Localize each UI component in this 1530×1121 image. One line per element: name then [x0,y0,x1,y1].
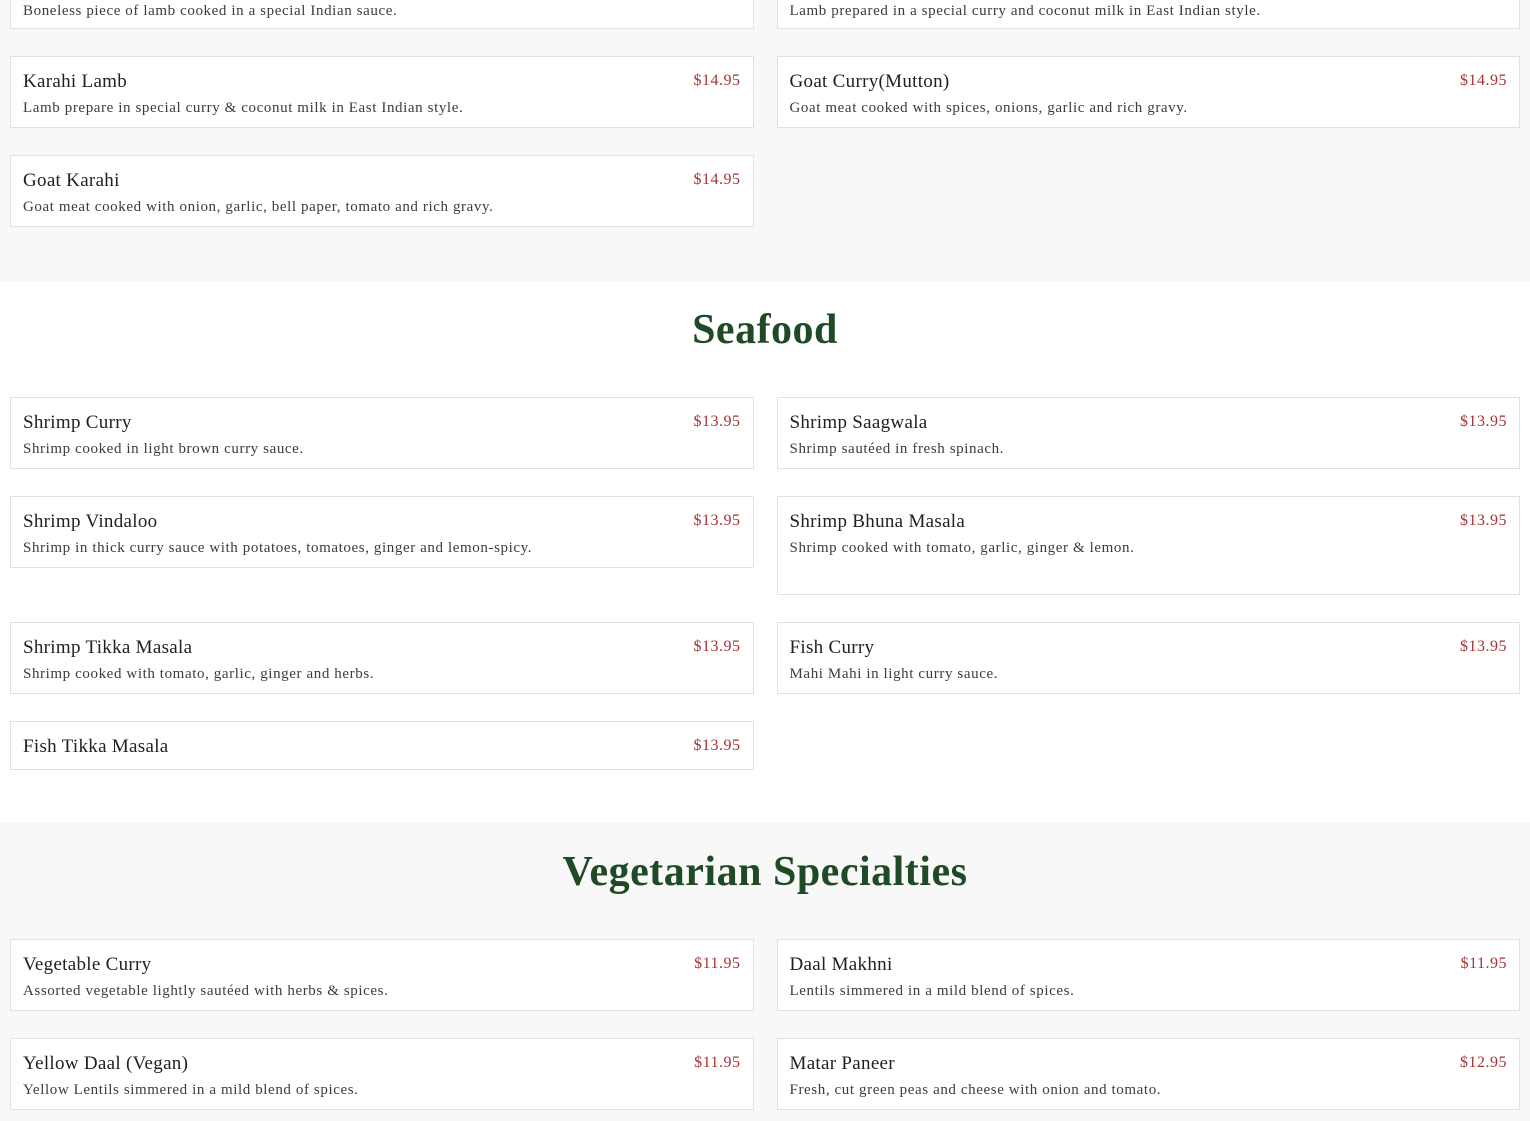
item-price: $13.95 [1460,413,1507,430]
item-name: Shrimp Vindaloo [23,511,158,532]
menu-grid [10,397,1520,770]
menu-item-card [10,622,754,694]
menu-item-header [23,168,741,194]
item-price: $13.95 [693,638,741,655]
item-price: $11.95 [694,1054,741,1071]
section-heading-seafood: Seafood [692,307,838,353]
menu-item-header [790,509,1508,535]
item-name: Fish Tikka Masala [23,736,169,757]
item-price: $13.95 [1460,638,1507,655]
item-price: $11.95 [1460,955,1507,972]
menu-item-header [23,69,741,95]
item-description: Yellow Lentils simmered in a mild blend of spices. [23,1082,359,1098]
item-price: $13.95 [693,512,741,529]
menu-item-header [790,1051,1508,1077]
menu-item-header [790,69,1508,95]
item-price: $14.95 [693,171,741,188]
menu-item-card [10,721,754,770]
menu-item-header [23,952,741,978]
menu-item-card [777,622,1521,694]
section-lamb-partial [0,0,1530,281]
item-price: $13.95 [693,737,741,754]
item-description: Shrimp in thick curry sauce with potatoes, tomatoes, ginger and lemon-spicy. [23,540,533,556]
item-price: $14.95 [693,72,741,89]
item-description: Goat meat cooked with spices, onions, garlic and rich gravy. [789,100,1188,116]
item-description: Shrimp sautéed in fresh spinach. [789,441,1005,457]
menu-item-header [790,635,1508,661]
item-description: Shrimp cooked with tomato, garlic, ginger and herbs. [23,666,375,682]
menu-item-card [777,1038,1521,1110]
menu-item-header [790,952,1508,978]
item-description: Shrimp cooked with tomato, garlic, ginger & lemon. [789,540,1135,556]
menu-item-header [23,1051,741,1077]
item-description: Shrimp cooked in light brown curry sauce. [23,441,304,457]
menu-item-card [777,939,1521,1011]
item-name: Matar Paneer [789,1053,895,1074]
menu-item-card [10,56,754,128]
item-name: Karahi Lamb [23,71,128,92]
item-price: $13.95 [693,413,741,430]
menu-item-header [23,509,741,535]
menu-item-header [790,410,1508,436]
item-description: Mahi Mahi in light curry sauce. [789,666,999,682]
item-description: Lentils simmered in a mild blend of spices. [789,983,1075,999]
item-name: Daal Makhni [789,954,893,975]
item-name: Shrimp Tikka Masala [23,637,193,658]
menu-item-header [23,635,741,661]
item-description: Lamb prepare in special curry & coconut milk in East Indian style. [23,100,464,116]
section-seafood [0,281,1530,823]
item-name: Fish Curry [789,637,875,658]
item-price: $12.95 [1460,1054,1507,1071]
menu-item-card [10,0,754,29]
menu-item-header [23,410,741,436]
menu-item-card [777,397,1521,469]
menu-item-card [777,56,1521,128]
item-name: Shrimp Saagwala [789,412,928,433]
menu-item-card [10,397,754,469]
item-description: Boneless piece of lamb cooked in a special Indian sauce. [23,3,398,19]
menu-item-header [23,734,741,760]
section-heading-vegetarian-specialties: Vegetarian Specialties [562,849,968,895]
menu-item-card [777,0,1521,29]
menu-grid [10,0,1520,227]
item-name: Vegetable Curry [23,954,152,975]
item-name: Yellow Daal (Vegan) [23,1053,189,1074]
item-name: Goat Curry(Mutton) [789,71,950,92]
item-price: $11.95 [694,955,741,972]
item-description: Fresh, cut green peas and cheese with onion and tomato. [789,1082,1162,1098]
item-price: $14.95 [1460,72,1507,89]
menu-item-card [10,1038,754,1110]
item-description: Assorted vegetable lightly sautéed with herbs & spices. [23,983,389,999]
item-name: Goat Karahi [23,170,120,191]
item-description: Lamb prepared in a special curry and coconut milk in East Indian style. [789,3,1261,19]
menu-item-card [777,496,1521,595]
menu-item-card [10,496,754,568]
menu-item-card [10,155,754,227]
item-price: $13.95 [1460,512,1507,529]
section-vegetarian-specialties [0,823,1530,1121]
item-name: Shrimp Curry [23,412,132,433]
item-name: Shrimp Bhuna Masala [789,511,966,532]
menu-grid [10,939,1520,1110]
menu-item-card [10,939,754,1011]
item-description: Goat meat cooked with onion, garlic, bell paper, tomato and rich gravy. [23,199,494,215]
